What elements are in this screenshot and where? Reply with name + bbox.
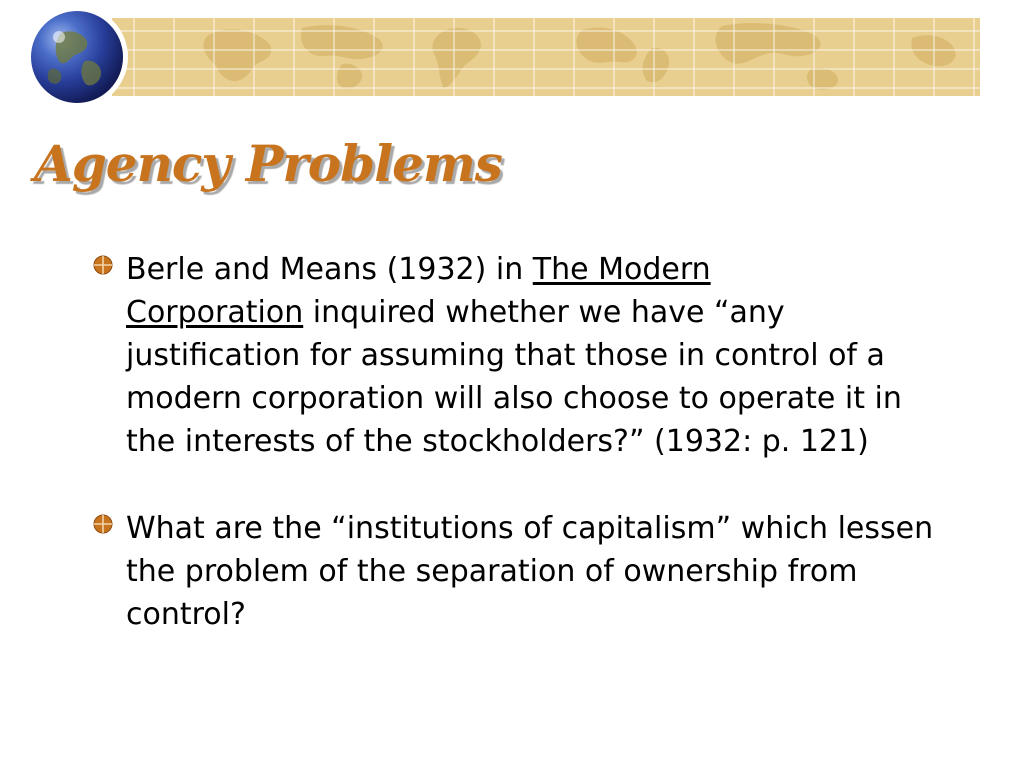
- bullet-marker-icon: [92, 513, 114, 535]
- slide-title: Agency Problems: [34, 134, 502, 193]
- book-title-line2: Corporation: [126, 295, 304, 330]
- bullet-text-quote: inquired whether we have “any justification for assuming that those in control of a modern corporation will also choose to operate it in the interests of the stockholders?” (1932: p. 121): [126, 295, 902, 459]
- bullet-list: [90, 248, 950, 636]
- globe-icon: [31, 11, 123, 103]
- world-map-icon: [112, 18, 980, 96]
- bullet-marker-icon: [92, 254, 114, 276]
- book-title-line1: The Modern: [532, 252, 711, 287]
- world-map-banner: [112, 18, 980, 96]
- bullet-text-question: What are the “institutions of capitalism” which lessen the problem of the separation of ownership from control?: [126, 511, 934, 632]
- globe-continents: [31, 11, 123, 103]
- bullet-item-institutions: [90, 507, 950, 636]
- bullet-item-berle-means: [90, 248, 950, 463]
- bullet-text-intro: Berle and Means (1932) in: [126, 252, 533, 287]
